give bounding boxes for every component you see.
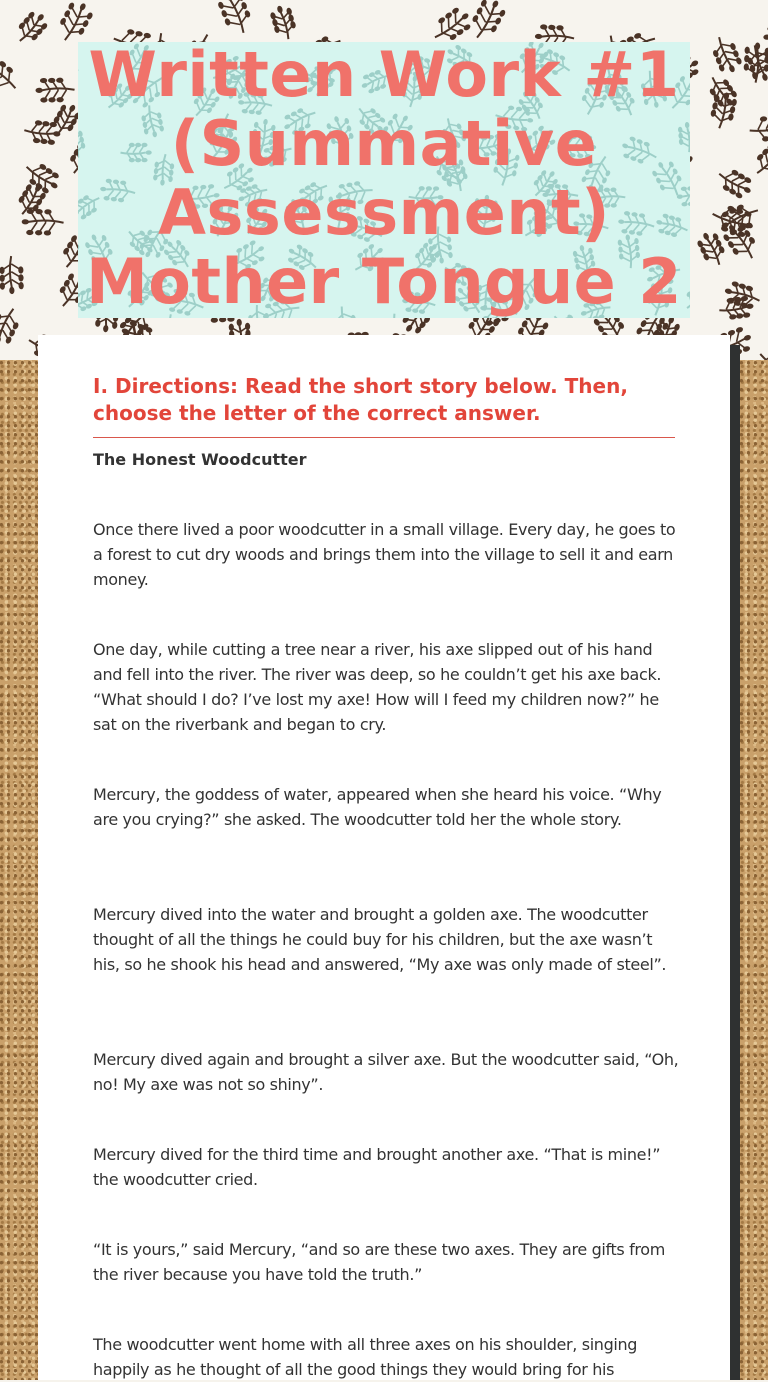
story-paragraph-3: Mercury, the goddess of water, appeared when she heard his voice. “Why are you crying?” she asked. The woodcutter told her the whole story.: [93, 782, 683, 832]
cork-border-right: [740, 360, 768, 1380]
directions-heading: I. Directions: Read the short story below. Then, choose the letter of the correct answer.: [93, 373, 675, 427]
page-title: [0, 0, 768, 316]
divider: [93, 437, 675, 438]
title-line-4: Mother Tongue 2: [0, 247, 768, 316]
story-paragraph-2: One day, while cutting a tree near a river, his axe slipped out of his hand and fell into the river. The river was deep, so he couldn’t get his axe back. “What should I do? I’ve lost my axe! How will I feed my children now?” he sat on the riverbank and began to cry.: [93, 637, 683, 737]
cork-border-left: [0, 360, 38, 1380]
story-paragraph-1: Once there lived a poor woodcutter in a small village. Every day, he goes to a forest to cut dry woods and brings them into the village to sell it and earn money.: [93, 517, 683, 592]
story-paragraph-8: The woodcutter went home with all three axes on his shoulder, singing happily as he thought of all the good things they would bring for his: [93, 1332, 683, 1382]
title-line-2: (Summative: [0, 109, 768, 178]
story-paragraph-5: Mercury dived again and brought a silver axe. But the woodcutter said, “Oh, no! My axe was not so shiny”.: [93, 1047, 683, 1097]
card-shadow: [730, 345, 740, 1380]
story-paragraph-7: “It is yours,” said Mercury, “and so are these two axes. They are gifts from the river because you have told the truth.”: [93, 1237, 683, 1287]
title-line-1: Written Work #1: [0, 40, 768, 109]
story-paragraph-4: Mercury dived into the water and brought a golden axe. The woodcutter thought of all the things he could buy for his children, but the axe wasn’t his, so he shook his head and answered, “My axe was only made of steel”.: [93, 902, 683, 977]
story-paragraph-6: Mercury dived for the third time and brought another axe. “That is mine!” the woodcutter cried.: [93, 1142, 683, 1192]
content-card: [38, 335, 730, 1380]
story-title: The Honest Woodcutter: [93, 449, 307, 471]
title-line-3: Assessment): [0, 178, 768, 247]
